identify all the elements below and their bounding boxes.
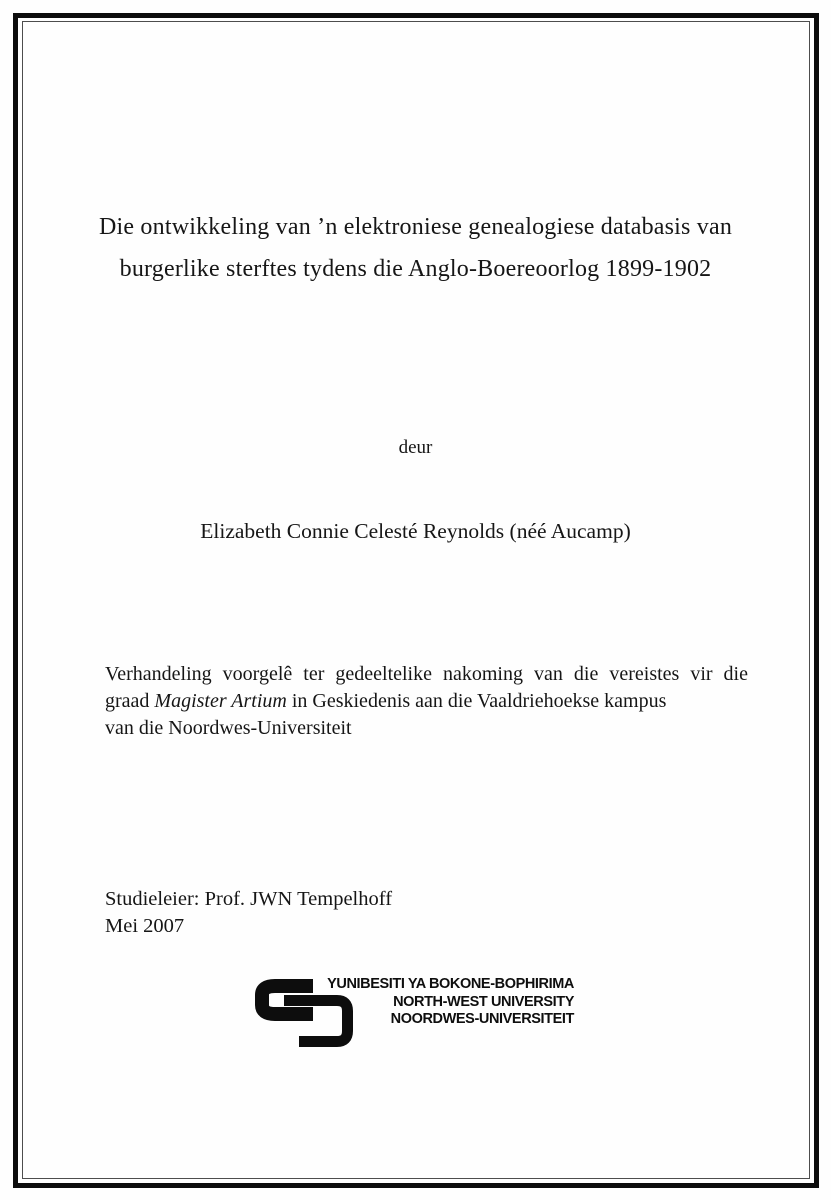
submission-line-2-pre: graad bbox=[105, 690, 155, 712]
university-logo-text bbox=[322, 976, 574, 1029]
title-line-2: burgerlike sterftes tydens die Anglo-Boereoorlog 1899-1902 bbox=[119, 256, 712, 282]
logo-line-english: NORTH-WEST UNIVERSITY bbox=[393, 993, 574, 1010]
submission-line-2 bbox=[105, 688, 748, 715]
university-logo bbox=[255, 975, 585, 1055]
submission-statement bbox=[105, 661, 748, 742]
submission-line-3: van die Noordwes-Universiteit bbox=[105, 717, 352, 739]
thesis-title bbox=[60, 206, 771, 290]
author-name: Elizabeth Connie Celesté Reynolds (néé Aucamp) bbox=[200, 519, 631, 543]
title-line-1: Die ontwikkeling van ’n elektroniese genealogiese databasis van bbox=[98, 214, 733, 240]
submission-line-1: Verhandeling voorgelê ter gedeeltelike nakoming van die vereistes vir die bbox=[105, 663, 748, 685]
byline-deur: deur bbox=[398, 437, 433, 458]
logo-line-setswana: YUNIBESITI YA BOKONE-BOPHIRIMA bbox=[327, 976, 574, 992]
logo-line-afrikaans: NOORDWES-UNIVERSITEIT bbox=[390, 1011, 574, 1027]
supervisor-line: Studieleier: Prof. JWN Tempelhoff bbox=[105, 888, 393, 910]
date-line: Mei 2007 bbox=[105, 915, 185, 937]
supervisor-block bbox=[105, 886, 392, 940]
submission-line-2-post: in Geskiedenis aan die Vaaldriehoekse kampus bbox=[286, 690, 667, 712]
degree-name: Magister Artium bbox=[154, 690, 287, 712]
